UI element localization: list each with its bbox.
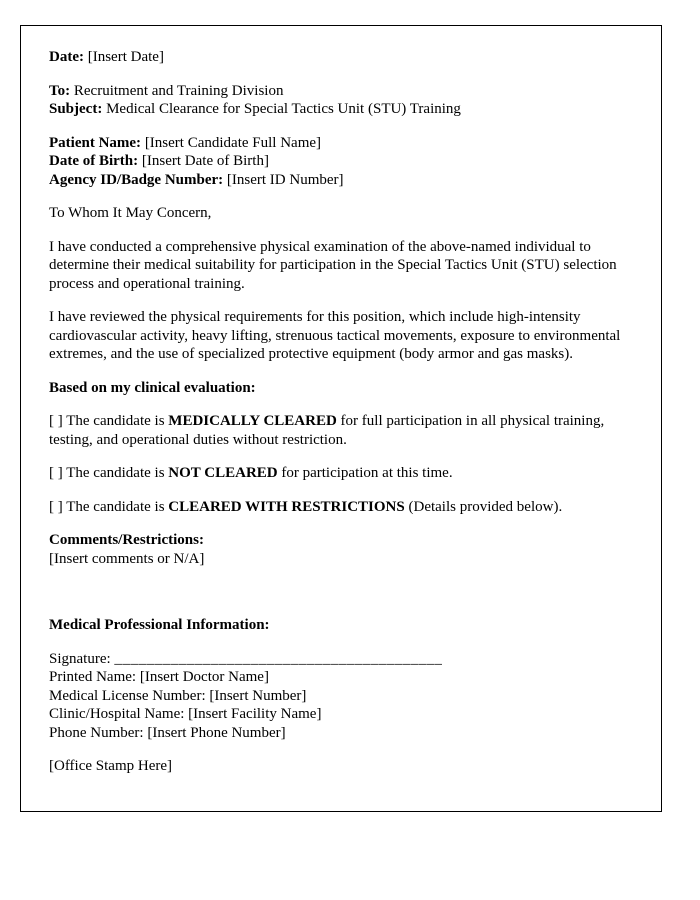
agency-id-line [49,171,633,190]
checkbox-text-post: for full participation in all physical training, testing, and operational duties without restriction. [49,413,605,448]
checkbox-text-post: (Details provided below). [408,498,563,515]
patient-name-line [49,134,633,153]
clinic-name-label: Clinic/Hospital Name: [49,706,185,722]
checkbox-option-medically-cleared: MEDICALLY CLEARED [168,413,337,429]
dob-line [49,152,633,171]
dob-value: [Insert Date of Birth] [141,153,269,169]
to-label: To: [49,82,71,99]
date-line [49,48,633,67]
subject-line [49,100,633,119]
phone-number-value: [Insert Phone Number] [147,724,286,741]
dob-label: Date of Birth: [49,153,139,169]
to-value: Recruitment and Training Division [73,82,284,99]
checkbox-option-cleared-with-restrictions: CLEARED WITH RESTRICTIONS [168,498,405,515]
subject-value: Medical Clearance for Special Tactics Unit (STU) Training [106,101,461,117]
signature-blank: _________________________________________ [114,650,443,667]
checkbox-cleared-with-restrictions[interactable]: [ ] [49,498,63,515]
patient-name-value: [Insert Candidate Full Name] [144,134,322,151]
office-stamp-placeholder: [Office Stamp Here] [49,758,173,774]
date-label: Date: [49,49,84,65]
professional-info-block [49,650,633,743]
paragraph-examination: I have conducted a comprehensive physical examination of the above-named individual to determine their medical suitability for participation in the Special Tactics Unit (STU) selection process and operational training. [49,238,617,292]
paragraph-requirements: I have reviewed the physical requirements for this position, which include high-intensity cardiovascular activity, heavy lifting, strenuous tactical movements, exposure to environmental extremes, and the use of specialized protective equipment (body armor and gas masks). [49,309,621,362]
checkbox-text-pre: The candidate is [66,498,165,515]
patient-name-label: Patient Name: [49,134,142,151]
checkbox-text-post: for participation at this time. [281,465,453,481]
printed-name-value: [Insert Doctor Name] [139,669,269,685]
comments-block [49,531,633,568]
date-value: [Insert Date] [87,49,164,65]
phone-number-label: Phone Number: [49,724,144,741]
subject-label: Subject: [49,101,103,117]
checkbox-line-cleared-with-restrictions [49,498,633,517]
checkbox-line-medically-cleared [49,412,633,449]
checkbox-text-pre: The candidate is [66,465,165,481]
patient-info-block [49,134,633,190]
comments-heading: Comments/Restrictions: [49,532,204,548]
checkbox-not-cleared[interactable]: [ ] [49,465,63,481]
printed-name-label: Printed Name: [49,669,137,685]
checkbox-text-pre: The candidate is [66,413,165,429]
license-number-value: [Insert Number] [209,687,307,704]
clinic-name-line [49,705,633,724]
salutation: To Whom It May Concern, [49,205,212,221]
professional-heading: Medical Professional Information: [49,617,270,633]
signature-label: Signature: [49,650,111,667]
clinic-name-value: [Insert Facility Name] [188,706,322,722]
phone-number-line [49,724,633,743]
license-number-label: Medical License Number: [49,687,206,704]
checkbox-option-not-cleared: NOT CLEARED [168,465,278,481]
evaluation-heading: Based on my clinical evaluation: [49,379,256,396]
signature-line [49,650,633,669]
license-number-line [49,687,633,706]
agency-id-label: Agency ID/Badge Number: [49,171,224,188]
comments-value: [Insert comments or N/A] [49,550,205,567]
checkbox-line-not-cleared [49,464,633,483]
agency-id-value: [Insert ID Number] [226,171,344,188]
to-line [49,82,633,101]
letter-page [20,25,662,812]
to-subject-block [49,82,633,119]
printed-name-line [49,668,633,687]
checkbox-medically-cleared[interactable]: [ ] [49,413,63,429]
